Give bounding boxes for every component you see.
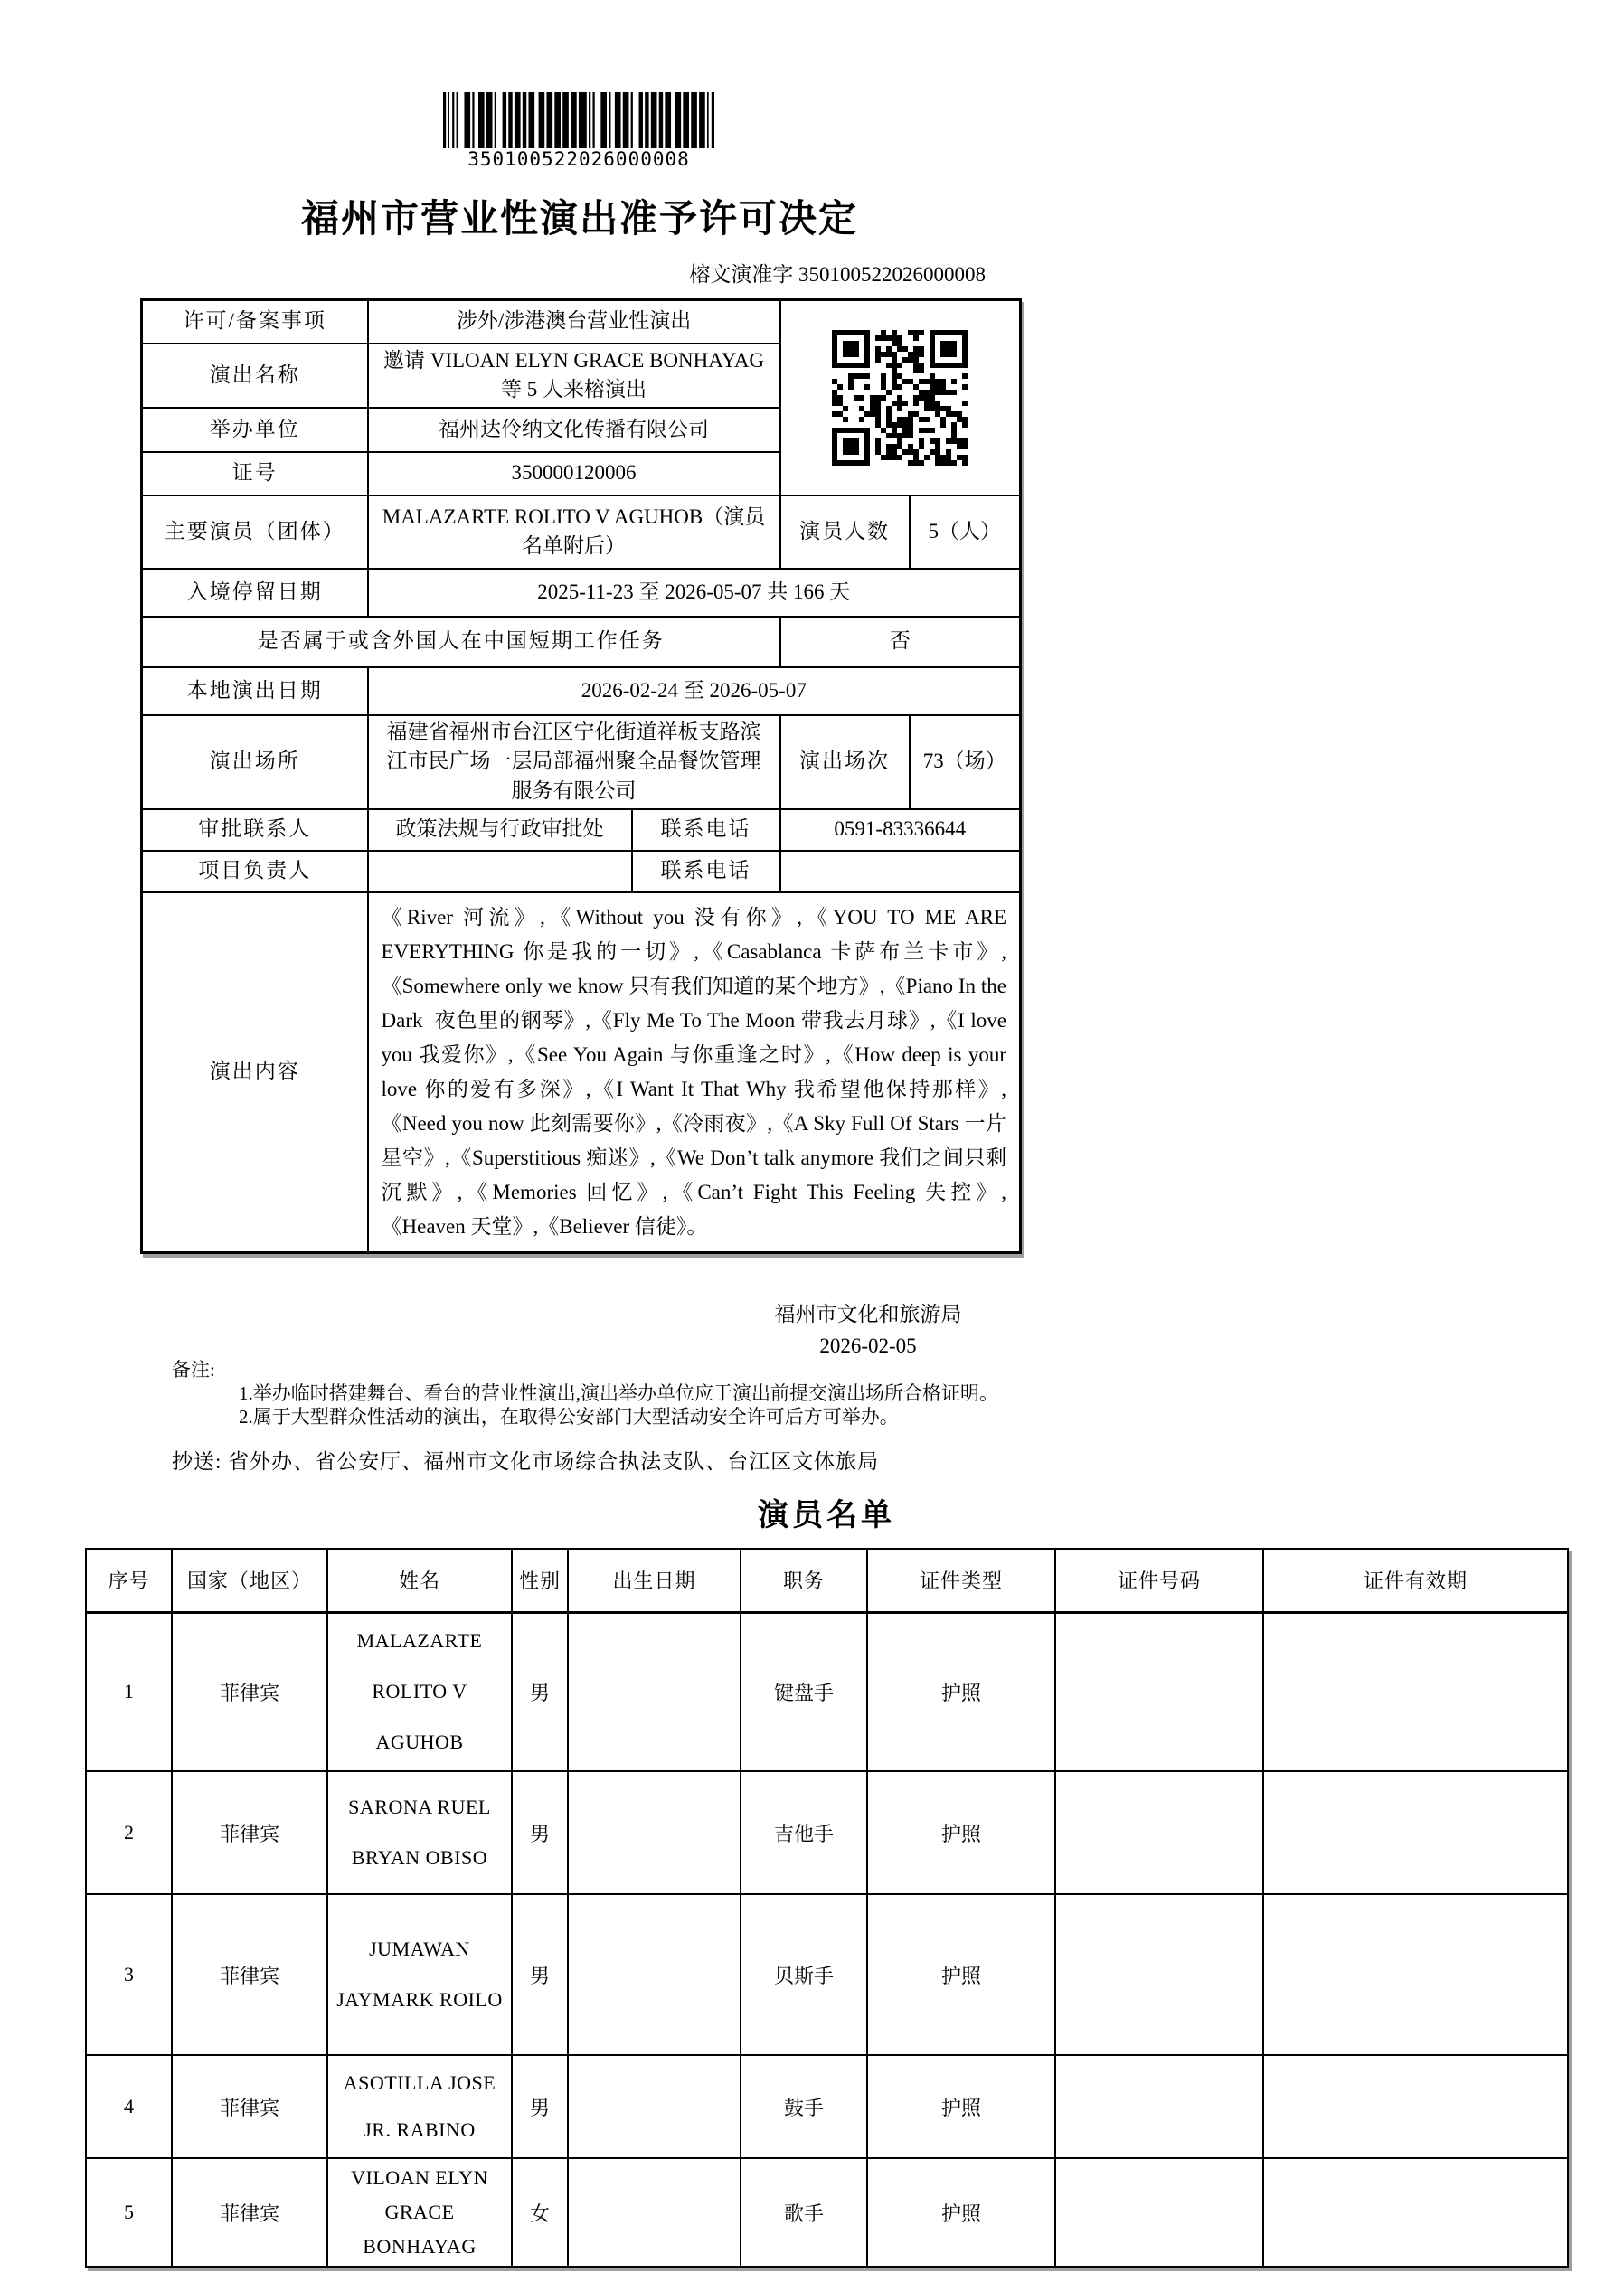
actor-id-no: [1055, 1771, 1263, 1894]
actor-id-type: 护照: [867, 1894, 1055, 2055]
sessions-label: 演出场次: [780, 715, 910, 809]
col-header-id-no: 证件号码: [1055, 1549, 1263, 1612]
actor-name: ASOTILLA JOSE JR. RABINO: [327, 2055, 512, 2158]
entry-stay-label: 入境停留日期: [142, 569, 368, 617]
permit-row-entry-stay: [142, 569, 1021, 617]
document-title: 福州市营业性演出准予许可决定: [300, 199, 858, 240]
actor-id-type: 护照: [867, 2158, 1055, 2267]
issuer-block: [732, 1298, 1004, 1362]
col-header-country: 国家（地区）: [172, 1549, 327, 1612]
actor-position: 歌手: [741, 2158, 867, 2267]
actor-name: VILOAN ELYN GRACE BONHAYAG: [327, 2158, 512, 2267]
actor-country: 菲律宾: [172, 2158, 327, 2267]
actor-no: 5: [86, 2158, 172, 2267]
actor-country: 菲律宾: [172, 1894, 327, 2055]
actor-birth: [568, 2158, 741, 2267]
approval-phone-label: 联系电话: [632, 809, 780, 851]
actor-id-validity: [1263, 2158, 1568, 2267]
content-value: 《River 河流》,《Without you 没有你》,《YOU TO ME ARE EVERYTHING 你是我的一切》,《Casablanca 卡萨布兰卡市》,《Somewhere only we know 只有我们知道的某个地方》,《Piano In the Dark 夜色里的钢琴》,《Fly Me To The Moon 带我去月球》,《I love you 我爱你》,《See You Again 与你重逢之时》,《How deep is your love 你的爱有多深》,《I Want It That Why 我希望他保持那样》,《Need you now 此刻需要你》,《冷雨夜》,《A Sky Full Of Stars 一片星空》,《Superstitious 痴迷》,《We Don’t talk anymore 我们之间只剩沉默》,《Memories 回忆》,《Can’t Fight This Feeling 失控》,《Heaven 天堂》,《Believer 信徒》。: [368, 892, 1021, 1253]
venue-label: 演出场所: [142, 715, 368, 809]
actor-table: [85, 1548, 1569, 2268]
actor-id-no: [1055, 1894, 1263, 2055]
col-header-birth: 出生日期: [568, 1549, 741, 1612]
organizer-label: 举办单位: [142, 408, 368, 452]
qr-code-image: [832, 330, 968, 466]
permit-row-main-actor: [142, 495, 1021, 569]
cc-line: 抄送: 省外办、省公安厅、福州市文化市场综合执法支队、台江区文体旅局: [172, 1450, 880, 1473]
issuer-authority: 福州市文化和旅游局: [774, 1303, 962, 1325]
permit-row-content: [142, 892, 1021, 1253]
col-header-position: 职务: [741, 1549, 867, 1612]
project-manager-value: [368, 851, 632, 892]
actor-gender: 男: [512, 1771, 568, 1894]
approval-phone-value: 0591-83336644: [780, 809, 1021, 851]
actor-list-title: 演员名单: [758, 1499, 895, 1532]
notes-label: 备注:: [172, 1359, 215, 1381]
actor-country: 菲律宾: [172, 1612, 327, 1771]
col-header-id-type: 证件类型: [867, 1549, 1055, 1612]
license-item-value: 涉外/涉港澳台营业性演出: [368, 300, 780, 344]
actor-count-value: 5（人）: [910, 495, 1021, 569]
actor-no: 2: [86, 1771, 172, 1894]
license-item-label: 许可/备案事项: [142, 300, 368, 344]
actor-position: 鼓手: [741, 2055, 867, 2158]
col-header-id-validity: 证件有效期: [1263, 1549, 1568, 1612]
actor-country: 菲律宾: [172, 1771, 327, 1894]
col-header-gender: 性别: [512, 1549, 568, 1612]
note-item: 1.举办临时搭建舞台、看台的营业性演出,演出举办单位应于演出前提交演出场所合格证明。: [239, 1382, 998, 1404]
project-phone-value: [780, 851, 1021, 892]
actor-row: [86, 1771, 1568, 1894]
project-manager-label: 项目负责人: [142, 851, 368, 892]
actor-position: 键盘手: [741, 1612, 867, 1771]
actor-birth: [568, 1894, 741, 2055]
actor-gender: 女: [512, 2158, 568, 2267]
permit-row-project-manager: [142, 851, 1021, 892]
permit-row-license-item: [142, 300, 1021, 344]
actor-country: 菲律宾: [172, 2055, 327, 2158]
short-term-answer: 否: [780, 617, 1021, 667]
qr-code: [780, 300, 1021, 495]
actor-id-no: [1055, 2158, 1263, 2267]
actor-id-validity: [1263, 1894, 1568, 2055]
permit-table: [140, 298, 1022, 1254]
actor-gender: 男: [512, 1894, 568, 2055]
main-actor-value: MALAZARTE ROLITO V AGUHOB（演员名单附后）: [368, 495, 780, 569]
actor-position: 贝斯手: [741, 1894, 867, 2055]
barcode-image: [443, 92, 714, 148]
notes-block: [172, 1358, 998, 1429]
actor-count-label: 演员人数: [780, 495, 910, 569]
permit-row-local-dates: [142, 667, 1021, 715]
actor-row: [86, 2055, 1568, 2158]
actor-name: JUMAWAN JAYMARK ROILO: [327, 1894, 512, 2055]
entry-stay-value: 2025-11-23 至 2026-05-07 共 166 天: [368, 569, 1021, 617]
actor-birth: [568, 2055, 741, 2158]
actor-id-validity: [1263, 2055, 1568, 2158]
local-dates-label: 本地演出日期: [142, 667, 368, 715]
actor-id-type: 护照: [867, 1771, 1055, 1894]
actor-id-no: [1055, 1612, 1263, 1771]
project-phone-label: 联系电话: [632, 851, 780, 892]
actor-position: 吉他手: [741, 1771, 867, 1894]
venue-value: 福建省福州市台江区宁化街道祥板支路滨江市民广场一层局部福州聚全品餐饮管理服务有限公司: [368, 715, 780, 809]
actor-no: 3: [86, 1894, 172, 2055]
organizer-value: 福州达伶纳文化传播有限公司: [368, 408, 780, 452]
actor-id-type: 护照: [867, 1612, 1055, 1771]
approval-contact-label: 审批联系人: [142, 809, 368, 851]
barcode: [434, 92, 723, 169]
actor-name: MALAZARTE ROLITO V AGUHOB: [327, 1612, 512, 1771]
actor-name: SARONA RUEL BRYAN OBISO: [327, 1771, 512, 1894]
short-term-question: 是否属于或含外国人在中国短期工作任务: [142, 617, 780, 667]
barcode-value: 350100522026000008: [467, 148, 690, 170]
document-number: 榕文演准字 350100522026000008: [689, 263, 986, 286]
issuer-date: 2026-02-05: [819, 1334, 917, 1357]
col-header-name: 姓名: [327, 1549, 512, 1612]
permit-row-short-term: [142, 617, 1021, 667]
actor-row: [86, 1894, 1568, 2055]
main-actor-label: 主要演员（团体）: [142, 495, 368, 569]
permit-row-approval-contact: [142, 809, 1021, 851]
local-dates-value: 2026-02-24 至 2026-05-07: [368, 667, 1021, 715]
col-header-no: 序号: [86, 1549, 172, 1612]
note-item: 2.属于大型群众性活动的演出，在取得公安部门大型活动安全许可后方可举办。: [239, 1406, 899, 1428]
approval-contact-value: 政策法规与行政审批处: [368, 809, 632, 851]
actor-id-validity: [1263, 1771, 1568, 1894]
actor-gender: 男: [512, 1612, 568, 1771]
cert-no-label: 证号: [142, 452, 368, 495]
actor-header-row: [86, 1549, 1568, 1612]
actor-no: 1: [86, 1612, 172, 1771]
actor-no: 4: [86, 2055, 172, 2158]
actor-id-no: [1055, 2055, 1263, 2158]
actor-gender: 男: [512, 2055, 568, 2158]
cert-no-value: 350000120006: [368, 452, 780, 495]
actor-id-validity: [1263, 1612, 1568, 1771]
actor-birth: [568, 1612, 741, 1771]
actor-birth: [568, 1771, 741, 1894]
content-label: 演出内容: [142, 892, 368, 1253]
show-name-value: 邀请 VILOAN ELYN GRACE BONHAYAG 等 5 人来榕演出: [368, 344, 780, 408]
actor-row: [86, 1612, 1568, 1771]
sessions-value: 73（场）: [910, 715, 1021, 809]
actor-id-type: 护照: [867, 2055, 1055, 2158]
show-name-label: 演出名称: [142, 344, 368, 408]
permit-row-venue: [142, 715, 1021, 809]
actor-row: [86, 2158, 1568, 2267]
